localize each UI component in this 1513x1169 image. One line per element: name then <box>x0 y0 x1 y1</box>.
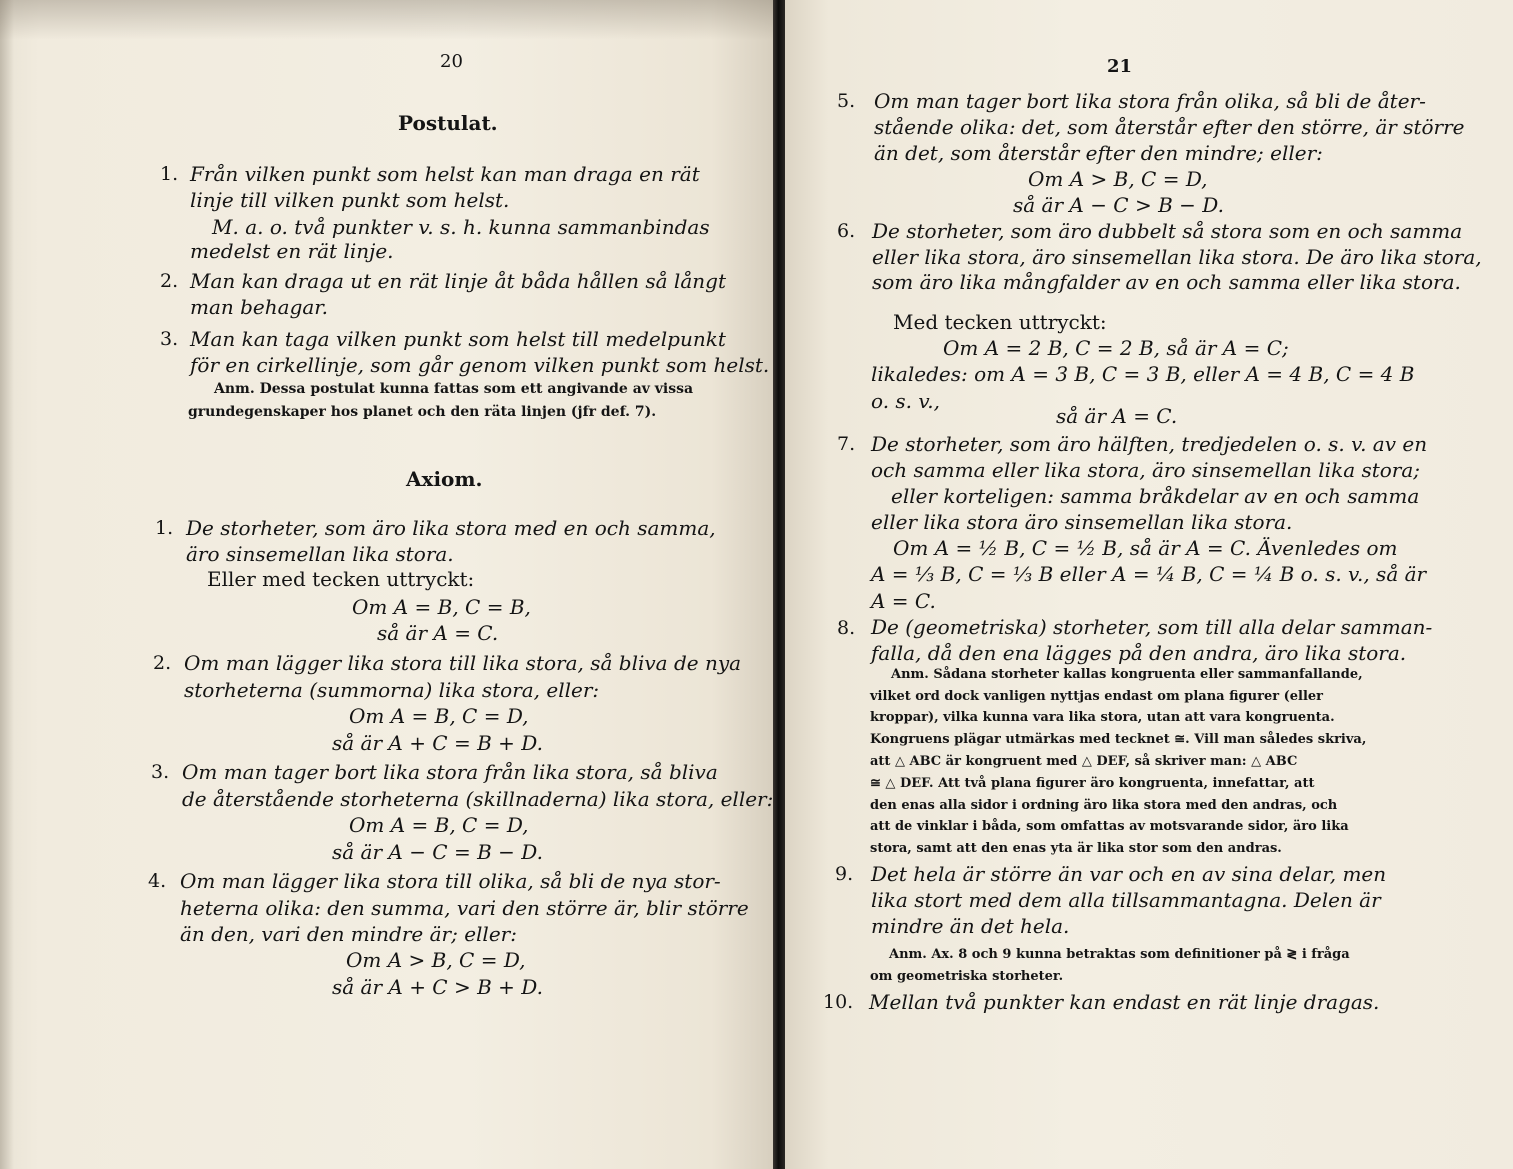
axiom-5-line-3: än det, som återstår efter den mindre; eller: <box>874 141 1323 165</box>
axiom-5-line-2: stående olika: det, som återstår efter den större, är större <box>874 115 1465 139</box>
axiom-5-formula-2: så är A − C > B − D. <box>1013 193 1224 217</box>
axiom-9-line-1: Det hela är större än var och en av sina delar, men <box>871 862 1387 886</box>
axiom-1-line-1: De storheter, som äro lika stora med en och samma, <box>186 516 716 540</box>
postulat-1-line-1: Från vilken punkt som helst kan man draga en rät <box>190 162 700 186</box>
axiom-4-formula-2: så är A + C > B + D. <box>332 975 543 999</box>
axiom-6-line-3: som äro lika mångfalder av en och samma eller lika stora. <box>872 270 1461 294</box>
axiom-8-anm-line-1: Anm. Sådana storheter kallas kongruenta eller sammanfallande, <box>891 667 1363 682</box>
axiom-7-formula-2: A = ⅓ B, C = ⅓ B eller A = ¼ B, C = ¼ B o. s. v., så är <box>871 562 1427 586</box>
axiom-8-anm-line-7: den enas alla sidor i ordning äro lika stora med den andras, och <box>870 798 1338 813</box>
axiom-number-2: 2. <box>153 652 172 674</box>
axiom-number-7: 7. <box>837 433 856 455</box>
axiom-number-3: 3. <box>151 761 170 783</box>
axiom-5-formula-1: Om A > B, C = D, <box>1028 167 1208 191</box>
axiom-2-line-2: storheterna (summorna) lika stora, eller: <box>184 678 600 702</box>
tecken-line-4: o. s. v., <box>871 389 941 413</box>
axiom-number-10: 10. <box>823 991 854 1013</box>
tecken-line-5: så är A = C. <box>1056 404 1178 428</box>
page-edge-shadow <box>0 0 14 1169</box>
postulat-1-line-2: linje till vilken punkt som helst. <box>190 188 510 212</box>
axiom-8-anm-line-8: att de vinklar i båda, som omfattas av motsvarande sidor, äro lika <box>870 819 1349 834</box>
axiom-2-formula-2: så är A + C = B + D. <box>332 731 543 755</box>
page-number: 21 <box>1107 56 1133 77</box>
postulat-2-line-2: man behagar. <box>190 295 329 319</box>
axiom-8-anm-line-5: att △ ABC är kongruent med △ DEF, så skriver man: △ ABC <box>870 754 1298 769</box>
tecken-line-1: Med tecken uttryckt: <box>893 310 1107 334</box>
postulat-2-line-1: Man kan draga ut en rät linje åt båda hållen så långt <box>190 269 726 293</box>
heading-axiom: Axiom. <box>406 467 483 491</box>
axiom-3-line-1: Om man tager bort lika stora från lika stora, så bliva <box>182 760 718 784</box>
page-number: 20 <box>440 51 463 72</box>
axiom-10-line: Mellan två punkter kan endast en rät linje dragas. <box>869 990 1380 1014</box>
axiom-1-line-3: Eller med tecken uttryckt: <box>207 567 475 591</box>
axiom-number-8: 8. <box>837 617 856 639</box>
axiom-4-line-1: Om man lägger lika stora till olika, så bli de nya stor- <box>180 869 721 893</box>
axiom-9-line-2: lika stort med dem alla tillsammantagna. Delen är <box>871 888 1381 912</box>
axiom-4-formula-1: Om A > B, C = D, <box>346 948 526 972</box>
postulat-anm-line-1: Anm. Dessa postulat kunna fattas som ett angivande av vissa <box>214 381 694 397</box>
axiom-9-anm-line-1: Anm. Ax. 8 och 9 kunna betraktas som definitioner på ≷ i fråga <box>889 947 1350 962</box>
axiom-9-line-3: mindre än det hela. <box>871 914 1070 938</box>
book-gutter <box>773 0 785 1169</box>
tecken-line-3: likaledes: om A = 3 B, C = 3 B, eller A = 4 B, C = 4 B <box>871 362 1415 386</box>
axiom-8-anm-line-3: kroppar), vilka kunna vara lika stora, utan att vara kongruenta. <box>870 710 1335 725</box>
axiom-6-line-1: De storheter, som äro dubbelt så stora som en och samma <box>872 219 1463 243</box>
axiom-8-anm-line-9: stora, samt att den enas yta är lika stor som den andras. <box>870 841 1282 856</box>
axiom-7-line-4: eller lika stora äro sinsemellan lika stora. <box>871 510 1293 534</box>
postulat-anm-line-2: grundegenskaper hos planet och den räta linjen (jfr def. 7). <box>188 404 657 420</box>
axiom-2-formula-1: Om A = B, C = D, <box>349 704 529 728</box>
axiom-8-line-2: falla, då den ena lägges på den andra, äro lika stora. <box>871 641 1407 665</box>
right-page <box>785 0 1513 1169</box>
axiom-number-4: 4. <box>148 870 167 892</box>
postulat-3-line-1: Man kan taga vilken punkt som helst till medelpunkt <box>190 327 726 351</box>
axiom-8-line-1: De (geometriska) storheter, som till alla delar samman- <box>871 615 1433 639</box>
axiom-7-formula-1: Om A = ½ B, C = ½ B, så är A = C. Ävenledes om <box>893 536 1398 560</box>
axiom-5-line-1: Om man tager bort lika stora från olika, så bli de åter- <box>874 89 1426 113</box>
postulat-1-line-3: M. a. o. två punkter v. s. h. kunna sammanbindas <box>212 215 710 239</box>
axiom-number-5: 5. <box>837 90 856 112</box>
axiom-2-line-1: Om man lägger lika stora till lika stora, så bliva de nya <box>184 651 742 675</box>
tecken-line-2: Om A = 2 B, C = 2 B, så är A = C; <box>943 336 1289 360</box>
axiom-3-formula-2: så är A − C = B − D. <box>332 840 543 864</box>
axiom-1-formula-2: så är A = C. <box>377 621 499 645</box>
postulat-number-3: 3. <box>160 328 179 350</box>
postulat-3-line-2: för en cirkellinje, som går genom vilken punkt som helst. <box>190 353 770 377</box>
axiom-7-line-3: eller korteligen: samma bråkdelar av en och samma <box>891 484 1420 508</box>
axiom-number-6: 6. <box>837 220 856 242</box>
axiom-number-9: 9. <box>835 863 854 885</box>
axiom-number-1: 1. <box>155 517 174 539</box>
axiom-1-line-2: äro sinsemellan lika stora. <box>186 542 454 566</box>
axiom-8-anm-line-2: vilket ord dock vanligen nyttjas endast om plana figurer (eller <box>870 689 1324 704</box>
axiom-4-line-2: heterna olika: den summa, vari den större är, blir större <box>180 896 749 920</box>
postulat-1-line-4: medelst en rät linje. <box>190 239 394 263</box>
axiom-7-line-2: och samma eller lika stora, äro sinsemellan lika stora; <box>871 458 1421 482</box>
heading-postulat: Postulat. <box>398 111 498 135</box>
axiom-3-formula-1: Om A = B, C = D, <box>349 813 529 837</box>
axiom-8-anm-line-6: ≅ △ DEF. Att två plana figurer äro kongruenta, innefattar, att <box>870 776 1315 791</box>
axiom-3-line-2: de återstående storheterna (skillnaderna) lika stora, eller: <box>182 787 773 811</box>
axiom-7-line-1: De storheter, som äro hälften, tredjedelen o. s. v. av en <box>871 432 1428 456</box>
axiom-4-line-3: än den, vari den mindre är; eller: <box>180 922 517 946</box>
postulat-number-1: 1. <box>160 163 179 185</box>
page-shadow <box>0 0 773 40</box>
postulat-number-2: 2. <box>160 270 179 292</box>
axiom-8-anm-line-4: Kongruens plägar utmärkas med tecknet ≅. Vill man således skriva, <box>870 732 1367 747</box>
axiom-6-line-2: eller lika stora, äro sinsemellan lika stora. De äro lika stora, <box>872 245 1482 269</box>
axiom-1-formula-1: Om A = B, C = B, <box>352 595 531 619</box>
axiom-7-formula-3: A = C. <box>871 589 936 613</box>
axiom-9-anm-line-2: om geometriska storheter. <box>870 969 1064 984</box>
